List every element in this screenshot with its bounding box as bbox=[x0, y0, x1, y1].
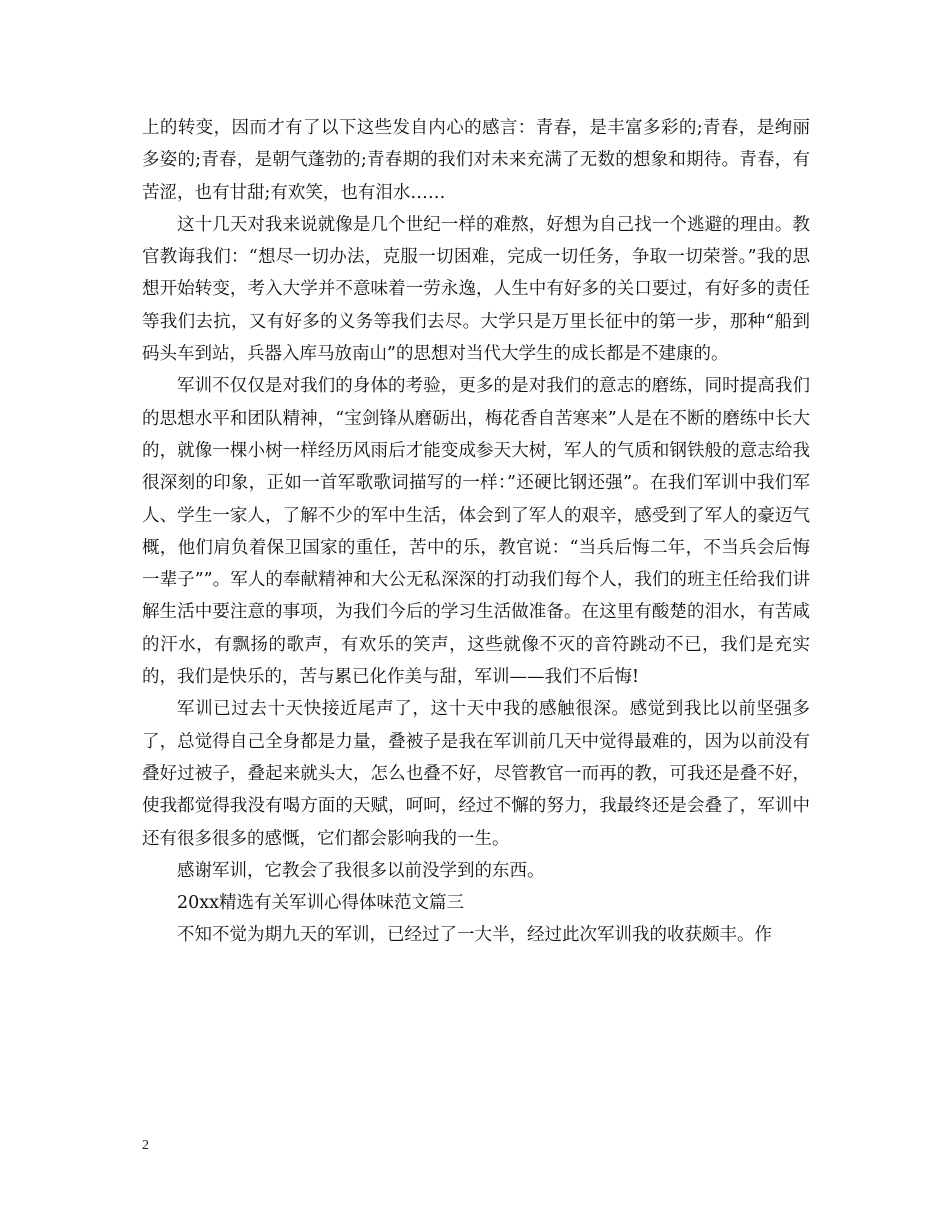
paragraph: 不知不觉为期九天的军训，已经过了一大半，经过此次军训我的收获颇丰。作 bbox=[177, 925, 772, 946]
paragraph: 军训不仅仅是对我们的身体的考验，更多的是对我们的意志的磨练，同时提高我们的思想水平和团队精神，“宝剑锋从磨砺出，梅花香自苦寒来”人是在不断的磨练中长大的，就像一棵小树一样经历风雨后才能变成参天大树，军人的气质和钢铁般的意志给我很深刻的印象，正如一首军歌歌词描写的一样：”还硬比钢还强”。在我们军训中我们军人、学生一家人，了解不少的军中生活，体会到了军人的艰辛，感受到了军人的豪迈气概，他们肩负着保卫国家的重任，苦中的乐，教官说：“当兵后悔二年，不当兵会后悔一辈子””。军人的奉献精神和大公无私深深的打动我们每个人，我们的班主任给我们讲解生活中要注意的事项，为我们今后的学习生活做准备。在这里有酸楚的泪水，有苦咸的汗水，有飘扬的歌声，有欢乐的笑声，这些就像不灭的音符跳动不已，我们是充实的，我们是快乐的，苦与累已化作美与甜，军训——我们不后悔! bbox=[142, 376, 810, 688]
document-body bbox=[142, 112, 810, 952]
section-heading: 20xx精选有关军训心得体味范文篇三 bbox=[177, 893, 465, 914]
page-number: 2 bbox=[142, 1138, 149, 1153]
paragraph: 感谢军训，它教会了我很多以前没学到的东西。 bbox=[177, 860, 545, 881]
paragraph: 军训已过去十天快接近尾声了，这十天中我的感触很深。感觉到我比以前坚强多了，总觉得自己全身都是力量，叠被子是我在军训前几天中觉得最难的，因为以前没有叠好过被子，叠起来就头大，怎么也叠不好，尽管教官一而再的教，可我还是叠不好，使我都觉得我没有喝方面的天赋，呵呵，经过不懈的努力，我最终还是会叠了，军训中还有很多很多的感慨，它们都会影响我的一生。 bbox=[142, 699, 810, 849]
paragraph-continuation: 上的转变，因而才有了以下这些发自内心的感言：青春，是丰富多彩的;青春，是绚丽多姿的;青春，是朝气蓬勃的;青春期的我们对未来充满了无数的想象和期待。青春，有苦涩，也有甘甜;有欢笑，也有泪水…… bbox=[142, 118, 810, 203]
paragraph: 这十几天对我来说就像是几个世纪一样的难熬，好想为自己找一个逃避的理由。教官教诲我们：“想尽一切办法，克服一切困难，完成一切任务，争取一切荣誉。”我的思想开始转变，考入大学并不意味着一劳永逸，人生中有好多的关口要过，有好多的责任等我们去抗，又有好多的义务等我们去尽。大学只是万里长征中的第一步，那种“船到码头车到站，兵器入库马放南山”的思想对当代大学生的成长都是不建康的。 bbox=[142, 214, 810, 365]
